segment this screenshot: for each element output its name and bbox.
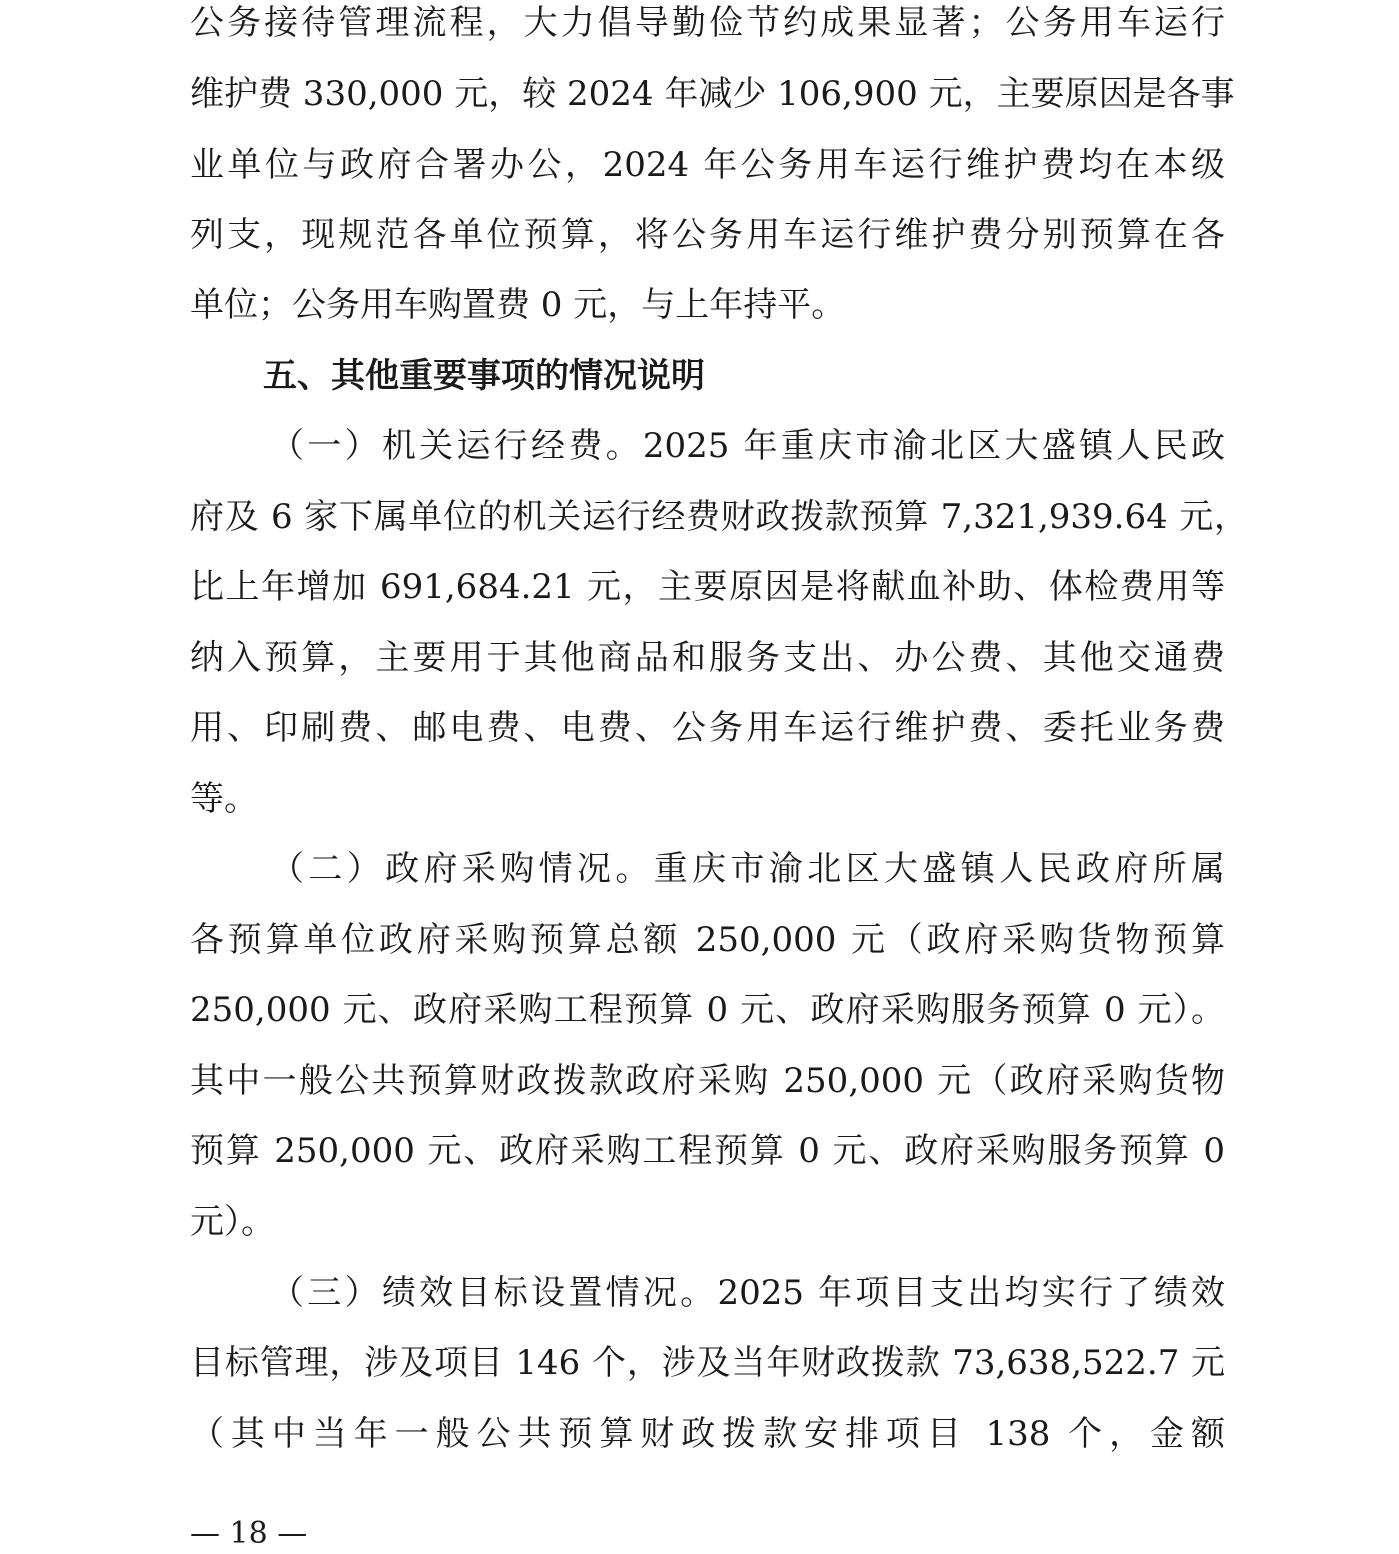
text-line: 用、印刷费、邮电费、电费、公务用车运行维护费、委托业务费 [190, 708, 1225, 748]
text-line: 单位；公务用车购置费 0 元，与上年持平。 [190, 285, 846, 325]
text-line: 其中一般公共预算财政拨款政府采购 250,000 元（政府采购货物 [190, 1061, 1225, 1101]
text-line: （其中当年一般公共预算财政拨款安排项目 138 个，金额 [190, 1414, 1225, 1454]
text-line: 维护费 330,000 元，较 2024 年减少 106,900 元，主要原因是各事 [190, 74, 1235, 114]
text-line: （二）政府采购情况。重庆市渝北区大盛镇人民政府所属 [270, 849, 1225, 889]
text-line: （三）绩效目标设置情况。2025 年项目支出均实行了绩效 [270, 1273, 1225, 1313]
text-line: 府及 6 家下属单位的机关运行经费财政拨款预算 7,321,939.64 元， [190, 497, 1248, 537]
text-line: 250,000 元、政府采购工程预算 0 元、政府采购服务预算 0 元）。 [190, 990, 1225, 1030]
section-heading: 五、其他重要事项的情况说明 [263, 356, 705, 396]
text-line: 比上年增加 691,684.21 元，主要原因是将献血补助、体检费用等 [190, 567, 1225, 607]
text-line: 公务接待管理流程，大力倡导勤俭节约成果显著；公务用车运行 [190, 3, 1225, 43]
text-line: 等。 [190, 779, 258, 819]
text-line: （一）机关运行经费。2025 年重庆市渝北区大盛镇人民政 [270, 426, 1225, 466]
page-number: — 18 — [190, 1516, 308, 1551]
text-line: 目标管理，涉及项目 146 个，涉及当年财政拨款 73,638,522.7 元 [190, 1343, 1225, 1383]
text-line: 列支，现规范各单位预算，将公务用车运行维护费分别预算在各 [190, 215, 1225, 255]
text-line: 预算 250,000 元、政府采购工程预算 0 元、政府采购服务预算 0 [190, 1131, 1225, 1171]
text-line: 纳入预算，主要用于其他商品和服务支出、办公费、其他交通费 [190, 638, 1225, 678]
text-line: 业单位与政府合署办公，2024 年公务用车运行维护费均在本级 [190, 145, 1225, 185]
text-line: 各预算单位政府采购预算总额 250,000 元（政府采购货物预算 [190, 920, 1225, 960]
text-line: 元）。 [190, 1202, 275, 1242]
